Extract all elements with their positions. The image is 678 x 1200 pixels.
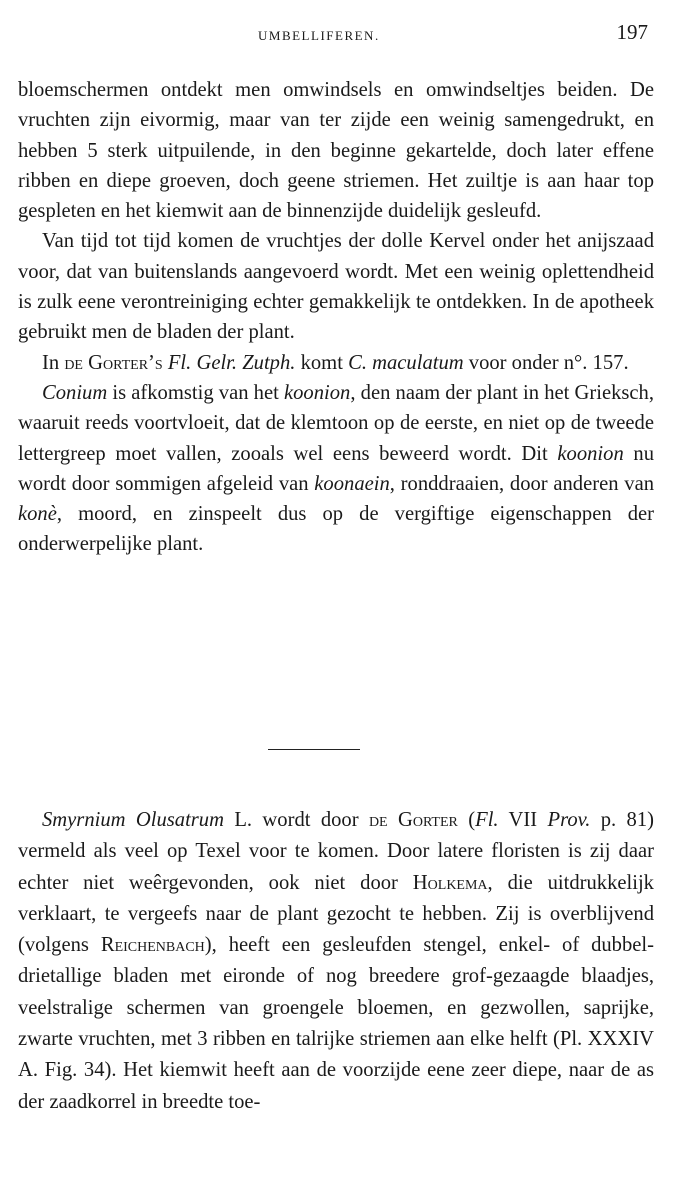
- text-run: , den naam der plant in het Grieksch, waaruit reeds voortvloeit, dat de klemtoon op de eerste, en niet op de tweede lettergreep moet vallen, zooals wel eens beweerd wordt. Dit: [18, 381, 655, 465]
- paragraph-smyrnium: [18, 805, 654, 1118]
- text-run: In: [42, 351, 65, 374]
- author-name: Holkema: [412, 871, 488, 894]
- section-divider: [268, 749, 360, 750]
- greek-word: koonion: [557, 442, 624, 465]
- greek-word: koonion: [283, 381, 351, 404]
- paragraph-etymology: [18, 378, 654, 560]
- species-name: Smyrnium Olusatrum: [42, 809, 224, 831]
- work-title: Fl. Gelr. Zutph.: [162, 351, 296, 374]
- page-number: 197: [616, 20, 648, 44]
- text-run: nu wordt door sommigen afgeleid van: [18, 442, 654, 495]
- text-run: , moord, en zinspeelt dus op de vergiftige eigenschappen der onderwerpelijke plant.: [18, 503, 654, 556]
- text-block-conium: [18, 75, 654, 560]
- text-run: is afkomstig van het: [107, 381, 284, 404]
- text-run: (: [457, 809, 476, 831]
- author-name: de Gorter: [368, 809, 458, 831]
- work-title: Prov.: [547, 809, 591, 831]
- text-run: ), heeft een gesleufden stengel, enkel- of dubbel-drietallige bladen met eironde of nog breedere grof-gezaagde blaadjes, veelstralige schermen van groengele bloemen, en gezwollen, saprijke, zwarte vruchten, met 3 ribben en talrijke striemen aan elke helft (Pl. XXXIV A. Fig. 34). Het kiemwit heeft aan de voorzijde eene zeer diepe, naar de as der zaadkorrel in breedte toe-: [18, 934, 654, 1113]
- species-name: C. maculatum: [348, 351, 464, 374]
- text-run: L. wordt door: [223, 809, 369, 831]
- paragraph-fruit-description: bloemschermen ontdekt men omwindsels en omwindseltjes beiden. De vruchten zijn eivormig, maar van ter zijde een weinig samengedrukt, en hebben 5 sterk uitpuilende, in den beginne gekartelde, doch later effene ribben en diepe groeven, doch geene striemen. Het zuiltje is aan haar top gespleten en het kiemwit aan de binnenzijde duidelijk gesleufd.: [18, 79, 654, 223]
- text-run: , ronddraaien, door anderen van: [389, 472, 655, 495]
- paragraph-de-gorter-reference: [18, 348, 654, 378]
- text-run: p. 81) vermeld als veel op Texel voor te komen. Door latere floristen is zij daar echter niet weêrgevonden, ook niet door: [18, 809, 654, 894]
- genus-name: Conium: [42, 381, 108, 404]
- text-run: VII: [498, 809, 548, 831]
- greek-word: koonaein: [314, 472, 390, 495]
- running-head: UMBELLIFEREN.: [258, 28, 380, 43]
- text-block-smyrnium: [18, 805, 654, 1118]
- greek-word: konè: [18, 503, 57, 526]
- text-run: voor onder n°. 157.: [463, 351, 629, 374]
- author-name: de Gorter’s: [64, 351, 163, 374]
- text-run: komt: [295, 351, 349, 374]
- text-run: , die uitdrukkelijk verklaart, te vergeefs naar de plant gezocht te hebben. Zij is overblijvend (volgens: [18, 871, 654, 957]
- paragraph-anise-contamination: Van tijd tot tijd komen de vruchtjes der dolle Kervel onder het anijszaad voor, dat van buitenslands aangevoerd wordt. Met een weinig oplettendheid is zulk eene verontreiniging echter gemakkelijk te ontdekken. In de apotheek gebruikt men de bladen der plant.: [18, 230, 654, 344]
- work-title: Fl.: [475, 809, 499, 831]
- author-name: Reichenbach: [100, 934, 205, 957]
